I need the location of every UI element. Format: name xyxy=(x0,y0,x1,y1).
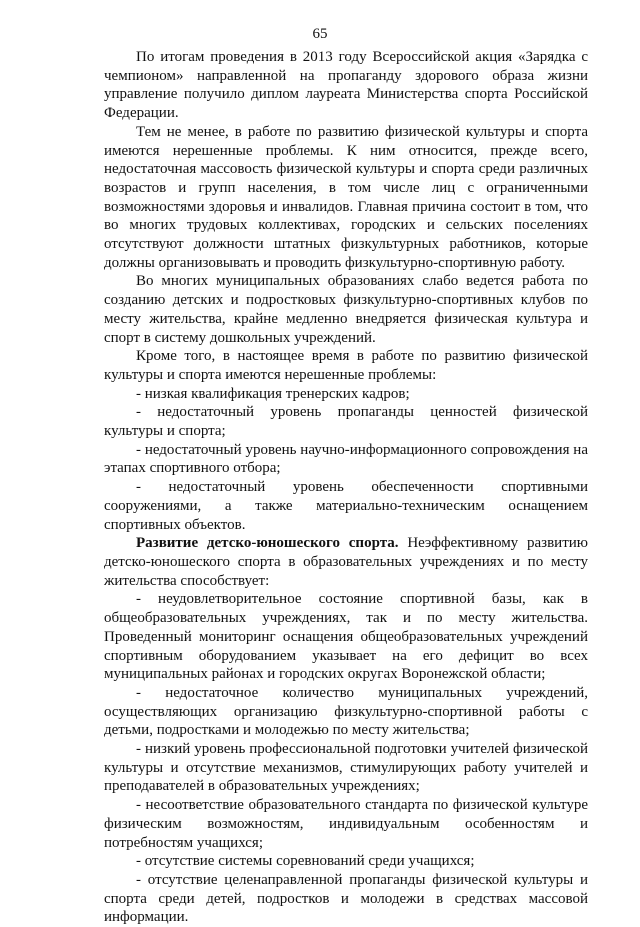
list-item: - отсутствие системы соревнований среди учащихся; xyxy=(136,853,475,870)
page-number: 65 xyxy=(312,26,328,42)
section-paragraph xyxy=(104,534,588,590)
paragraph: Кроме того, в настоящее время в работе по развитию физической культуры и спорта имеются нерешенные проблемы: xyxy=(104,348,588,383)
list-item: - низкий уровень профессиональной подготовки учителей физической культуры и отсутствие механизмов, стимулирующих работу учителей и преподавателей в образовательных учреждениях; xyxy=(104,741,588,795)
section-intro: Неэффективному развитию детско-юношеского спорта в образовательных учреждениях и по месту жительства способствует: xyxy=(104,535,588,589)
paragraph: Тем не менее, в работе по развитию физической культуры и спорта имеются нерешенные проблемы. К ним относится, прежде всего, недостаточная массовость физической культуры и спорта среди различных возрастов и групп населения, в том числе лиц с ограниченными возможностями здоровья и инвалидов. Главная причина состоит в том, что во многих трудовых коллективах, городских и сельских поселениях отсутствуют должности штатных физкультурных работников, которые должны организовывать и проводить физкультурно-спортивную работу. xyxy=(104,123,588,271)
list-item: - недостаточное количество муниципальных учреждений, осуществляющих организацию физкультурно-спортивной работы с детьми, подростками и молодежью по месту жительства; xyxy=(104,684,588,739)
list-item: - неудовлетворительное состояние спортивной базы, как в общеобразовательных учреждениях, так и по месту жительства. Проведенный мониторинг оснащения общеобразовательных учреждений спортивным оборудованием указывает на его дефицит во всех муниципальных районах и городских округах Воронежской области; xyxy=(104,591,588,683)
list-item: - низкая квалификация тренерских кадров; xyxy=(136,385,410,402)
section-heading: Развитие детско-юношеского спорта. xyxy=(136,535,399,552)
list-item: - несоответствие образовательного стандарта по физической культуре физическим возможностям, индивидуальным особенностям и потребностям учащихся; xyxy=(104,797,588,851)
paragraph: По итогам проведения в 2013 году Всероссийской акция «Зарядка с чемпионом» направленной на пропаганду здорового образа жизни управление получило диплом лауреата Министерства спорта Российской Федерации. xyxy=(104,49,588,122)
list-item: - недостаточный уровень пропаганды ценностей физической культуры и спорта; xyxy=(104,404,588,440)
list-item: - недостаточный уровень научно-информационного сопровождения на этапах спортивного отбора; xyxy=(104,441,588,477)
paragraph: Во многих муниципальных образованиях слабо ведется работа по созданию детских и подростковых физкультурно-спортивных клубов по месту жительства, крайне медленно внедряется физическая культура и спорт в систему дошкольных учреждений. xyxy=(104,273,588,346)
list-item: - недостаточный уровень обеспеченности спортивными сооружениями, а также материально-техническим оснащением спортивных объектов. xyxy=(104,479,588,533)
list-item: - отсутствие целенаправленной пропаганды физической культуры и спорта среди детей, подростков и молодежи в средствах массовой информации. xyxy=(104,871,588,926)
document-body xyxy=(104,48,588,927)
